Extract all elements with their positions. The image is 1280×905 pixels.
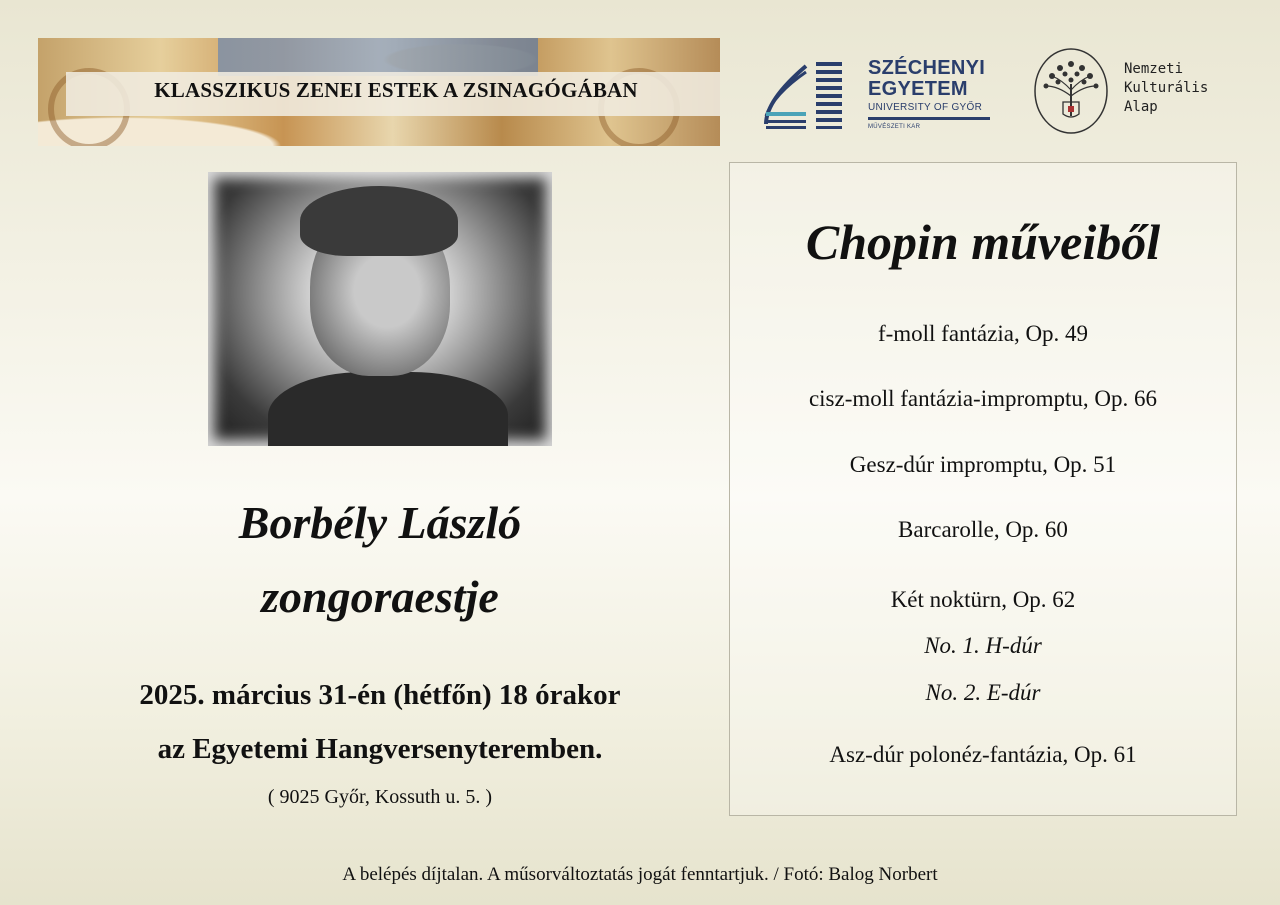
program-subitem: No. 1. H-dúr xyxy=(924,633,1042,658)
program-item: f-moll fantázia, Op. 49 xyxy=(877,321,1089,346)
photo-hair xyxy=(300,186,458,256)
szechenyi-logo-mark xyxy=(764,60,848,130)
performer-name: Borbély László xyxy=(238,497,522,548)
event-venue: az Egyetemi Hangversenyteremben. xyxy=(157,733,603,765)
program-item: Asz-dúr polonéz-fantázia, Op. 61 xyxy=(829,742,1137,767)
szechenyi-university: UNIVERSITY OF GYŐR xyxy=(868,102,983,113)
szechenyi-logo-text xyxy=(868,58,990,130)
program-item: cisz-moll fantázia-impromptu, Op. 66 xyxy=(808,386,1158,411)
performer-photo xyxy=(208,172,552,446)
program-title: Chopin műveiből xyxy=(805,214,1161,270)
performer-subtitle: zongoraestje xyxy=(261,571,499,622)
nka-logo-text xyxy=(1124,60,1208,117)
event-date: 2025. március 31-én (hétfőn) 18 órakor xyxy=(139,679,621,711)
szechenyi-name: SZÉCHENYI xyxy=(868,57,986,79)
nka-line-3: Alap xyxy=(1124,99,1158,115)
event-address: ( 9025 Győr, Kossuth u. 5. ) xyxy=(267,786,493,808)
nka-tree-seal-icon xyxy=(1032,46,1110,136)
nka-line-1: Nemzeti xyxy=(1124,61,1184,77)
szechenyi-faculty: MŰVÉSZETI KAR xyxy=(868,124,921,130)
footer-note: A belépés díjtalan. A műsorváltoztatás jogát fenntartjuk. / Fotó: Balog Norbert xyxy=(342,864,938,885)
header-banner xyxy=(38,38,720,146)
program-item: Gesz-dúr impromptu, Op. 51 xyxy=(849,452,1117,477)
program-panel xyxy=(729,162,1237,816)
szechenyi-egyetem: EGYETEM xyxy=(868,78,968,100)
program-item: Barcarolle, Op. 60 xyxy=(898,517,1068,542)
szechenyi-divider xyxy=(868,117,990,120)
performer-heading xyxy=(120,486,640,634)
photo-shoulders xyxy=(268,372,508,446)
program-subitem: No. 2. E-dúr xyxy=(925,680,1041,705)
banner-title: KLASSZIKUS ZENEI ESTEK A ZSINAGÓGÁBAN xyxy=(154,78,638,102)
banner-ceiling-image xyxy=(218,38,538,76)
nka-line-2: Kulturális xyxy=(1124,80,1209,96)
program-item: Két noktürn, Op. 62 xyxy=(890,587,1076,612)
